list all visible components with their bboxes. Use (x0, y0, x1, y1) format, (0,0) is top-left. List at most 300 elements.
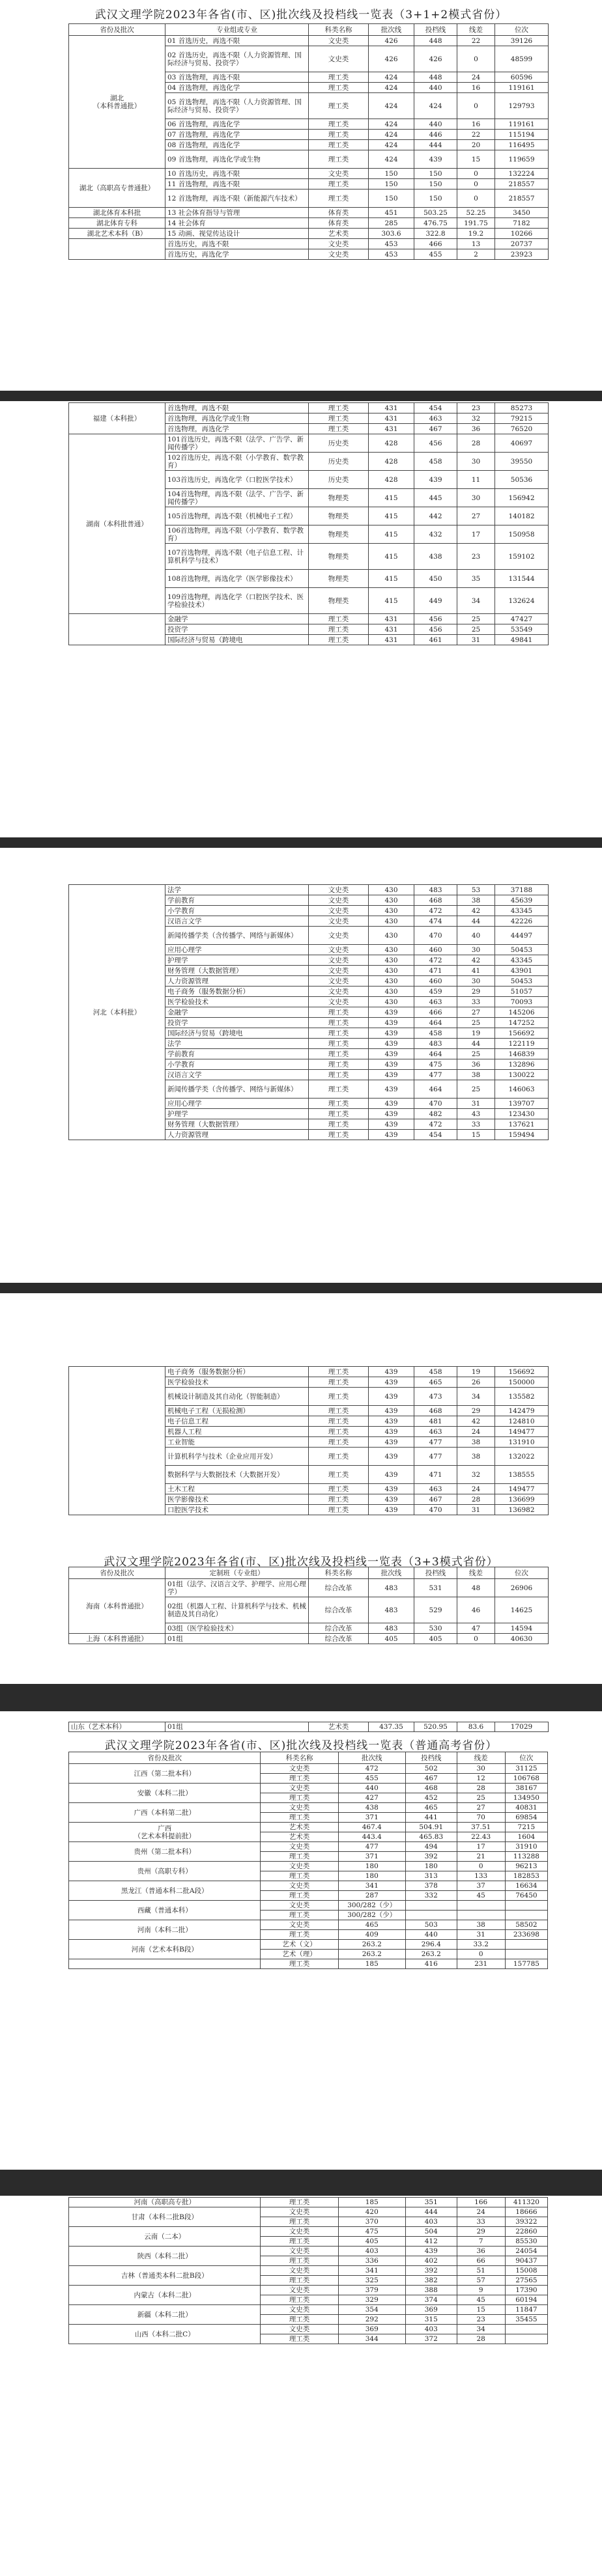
value-cell: 344 (338, 2334, 405, 2344)
value-cell: 文史类 (309, 997, 369, 1007)
table-row (69, 1862, 548, 1871)
value-cell: 艺术类 (309, 229, 369, 239)
value-cell: 76520 (495, 424, 549, 434)
value-cell: 454 (414, 1130, 457, 1140)
value-cell: 415 (369, 507, 414, 525)
value-cell: 483 (369, 1623, 414, 1634)
value-cell: 42 (457, 955, 495, 966)
table-row (69, 1764, 548, 1774)
value-cell: 463 (414, 997, 457, 1007)
province-cell: 湖北体育本科批 (69, 208, 165, 218)
value-cell: 415 (369, 544, 414, 570)
score-table-3-1-2 (68, 23, 549, 260)
column-header: 位次 (495, 1567, 549, 1579)
value-cell: 456 (414, 614, 457, 624)
value-cell: 467 (414, 424, 457, 434)
value-cell: 文史类 (261, 2325, 338, 2334)
major-cell: 108首选物理，再选化学（医学影像技术） (165, 570, 309, 588)
value-cell: 理工类 (261, 2198, 338, 2207)
value-cell: 34 (457, 1388, 495, 1406)
value-cell: 449 (414, 588, 457, 614)
value-cell: 131544 (495, 570, 549, 588)
value-cell: 263.2 (338, 1940, 405, 1950)
major-cell: 国际经济与贸易（跨境电 (165, 635, 309, 645)
value-cell: 理工类 (261, 2276, 338, 2286)
value-cell: 483 (414, 885, 457, 895)
value-cell: 理工类 (261, 1891, 338, 1901)
value-cell: 180 (338, 1871, 405, 1881)
value-cell: 157785 (505, 1959, 547, 1969)
value-cell: 理工类 (309, 1039, 369, 1049)
value-cell: 341 (338, 2266, 405, 2276)
value-cell: 46 (457, 1597, 495, 1623)
value-cell: 453 (369, 239, 414, 249)
value-cell: 428 (369, 471, 414, 489)
value-cell (457, 1911, 505, 1920)
value-cell: 115194 (495, 130, 549, 140)
value-cell: 理工类 (309, 1416, 369, 1427)
value-cell: 431 (369, 614, 414, 624)
value-cell: 40697 (495, 434, 549, 453)
value-cell: 468 (414, 895, 457, 906)
value-cell: 132624 (495, 588, 549, 614)
major-cell: 法学 (165, 1039, 309, 1049)
table-title: 武汉文理学院2023年各省(市、区)批次线及投档线一览表（3+1+2模式省份） (94, 8, 508, 21)
value-cell: 理工类 (261, 2256, 338, 2266)
value-cell: 0 (457, 46, 495, 72)
value-cell: 439 (369, 1119, 414, 1130)
value-cell: 33 (457, 1119, 495, 1130)
major-cell: 105首选物理，再选不限（机械电子工程） (165, 507, 309, 525)
value-cell: 446 (414, 130, 457, 140)
table-row (69, 2207, 548, 2217)
value-cell: 艺术（文） (261, 1940, 338, 1950)
value-cell: 33 (457, 2217, 505, 2227)
major-cell: 小学教育 (165, 1059, 309, 1070)
value-cell: 430 (369, 885, 414, 895)
value-cell: 185 (338, 1959, 405, 1969)
value-cell: 30 (457, 1764, 505, 1774)
value-cell: 理工类 (261, 1871, 338, 1881)
value-cell: 444 (405, 2207, 457, 2217)
value-cell: 403 (405, 2217, 457, 2227)
page-divider (0, 1684, 602, 1711)
value-cell: 37 (457, 1881, 505, 1891)
value-cell: 150 (414, 169, 457, 179)
value-cell: 456 (414, 434, 457, 453)
value-cell: 24 (457, 1484, 495, 1494)
value-cell: 14594 (495, 1623, 549, 1634)
value-cell: 430 (369, 976, 414, 987)
score-table-3-3 (68, 1567, 549, 1644)
value-cell: 149477 (495, 1484, 549, 1494)
major-cell: 人力资源管理 (165, 976, 309, 987)
value-cell: 30 (457, 453, 495, 471)
value-cell: 150 (414, 189, 457, 208)
value-cell: 372 (405, 2334, 457, 2344)
value-cell: 455 (338, 1774, 405, 1784)
value-cell: 20737 (495, 239, 549, 249)
major-cell: 104首选物理，再选不限（法学、广告学、新闻传播学） (165, 489, 309, 507)
value-cell: 文史类 (261, 1901, 338, 1911)
value-cell: 116495 (495, 140, 549, 150)
value-cell: 艺术类 (261, 1832, 338, 1842)
province-cell: 上海（本科普通批） (69, 1634, 165, 1644)
value-cell: 146063 (495, 1080, 549, 1099)
value-cell (505, 1901, 547, 1911)
value-cell: 文史类 (261, 1842, 338, 1852)
value-cell: 综合改革 (309, 1579, 369, 1597)
value-cell: 理工类 (309, 119, 369, 130)
page-divider (0, 391, 602, 401)
value-cell: 468 (405, 1784, 457, 1793)
value-cell: 体育类 (309, 208, 369, 218)
value-cell: 文史类 (261, 1881, 338, 1891)
table-row (69, 36, 549, 46)
value-cell: 430 (369, 997, 414, 1007)
value-cell: 22 (457, 130, 495, 140)
value-cell: 440 (405, 1930, 457, 1940)
value-cell: 理工类 (261, 1813, 338, 1823)
value-cell: 79215 (495, 413, 549, 424)
value-cell: 477 (338, 1842, 405, 1852)
table-row (69, 229, 549, 239)
table-row (69, 1940, 548, 1950)
table-title-3-3: 武汉文理学院2023年各省(市、区)批次线及投档线一览表（3+3模式省份） (104, 1556, 498, 1569)
province-cell: 内蒙古（本科二批） (69, 2286, 261, 2305)
value-cell: 351 (405, 2198, 457, 2207)
value-cell: 475 (414, 1059, 457, 1070)
value-cell: 文史类 (261, 2305, 338, 2315)
value-cell: 90437 (505, 2256, 547, 2266)
table-row (69, 1959, 548, 1969)
value-cell: 477 (414, 1070, 457, 1080)
major-cell: 01组（法学、汉语言文学、护理学、应用心理学） (165, 1579, 309, 1597)
value-cell: 472 (414, 955, 457, 966)
value-cell: 理工类 (309, 1466, 369, 1484)
value-cell (405, 1911, 457, 1920)
value-cell: 405 (369, 1634, 414, 1644)
value-cell: 182853 (505, 1871, 547, 1881)
value-cell: 150 (369, 169, 414, 179)
value-cell: 150000 (495, 1377, 549, 1388)
value-cell: 439 (369, 1007, 414, 1018)
value-cell: 理工类 (309, 189, 369, 208)
major-cell: 109首选物理，再选化学（口腔医学技术、医学检验技术） (165, 588, 309, 614)
score-table-regular-continued (68, 2197, 548, 2344)
value-cell: 131910 (495, 1437, 549, 1448)
value-cell: 文史类 (261, 2227, 338, 2237)
value-cell: 文史类 (309, 249, 369, 260)
value-cell: 129793 (495, 93, 549, 119)
value-cell: 431 (369, 424, 414, 434)
value-cell: 300/282（少） (338, 1911, 405, 1920)
major-cell: 首选物理，再选化学或生物 (165, 413, 309, 424)
value-cell: 31 (457, 1099, 495, 1109)
value-cell: 理工类 (309, 150, 369, 169)
value-cell: 136982 (495, 1505, 549, 1515)
value-cell (505, 1911, 547, 1920)
value-cell: 439 (369, 1070, 414, 1080)
value-cell: 130022 (495, 1070, 549, 1080)
value-cell: 430 (369, 987, 414, 997)
value-cell: 427 (338, 1793, 405, 1803)
province-cell: 西藏（普通本科） (69, 1901, 261, 1920)
value-cell: 432 (414, 525, 457, 544)
value-cell: 448 (414, 36, 457, 46)
value-cell: 32 (457, 413, 495, 424)
value-cell: 140182 (495, 507, 549, 525)
value-cell: 374 (405, 2295, 457, 2305)
value-cell: 文史类 (309, 945, 369, 955)
value-cell: 文史类 (309, 927, 369, 945)
value-cell: 424 (369, 150, 414, 169)
value-cell: 482 (414, 1109, 457, 1119)
value-cell: 30 (457, 945, 495, 955)
value-cell: 物理类 (309, 507, 369, 525)
value-cell: 231 (457, 1959, 505, 1969)
value-cell: 430 (369, 966, 414, 976)
value-cell: 31910 (505, 1842, 547, 1852)
major-cell: 电子信息工程 (165, 1416, 309, 1427)
value-cell: 428 (369, 434, 414, 453)
value-cell: 156942 (495, 489, 549, 507)
value-cell: 382 (405, 2276, 457, 2286)
value-cell: 44497 (495, 927, 549, 945)
table-row (69, 1901, 548, 1911)
value-cell: 424 (369, 130, 414, 140)
value-cell: 467.4 (338, 1823, 405, 1832)
value-cell: 52.25 (457, 208, 495, 218)
value-cell: 综合改革 (309, 1597, 369, 1623)
value-cell: 38167 (505, 1784, 547, 1793)
header-row (69, 1567, 549, 1579)
value-cell: 448 (414, 72, 457, 83)
column-header: 线差 (457, 1567, 495, 1579)
value-cell: 42 (457, 1416, 495, 1427)
column-header: 定制班（专业组） (165, 1567, 309, 1579)
major-cell: 护理学 (165, 1109, 309, 1119)
value-cell: 12 (457, 1774, 505, 1784)
value-cell: 15 (457, 1130, 495, 1140)
value-cell: 477 (414, 1448, 457, 1466)
value-cell: 理工类 (309, 614, 369, 624)
value-cell: 0 (457, 1634, 495, 1644)
value-cell: 28 (457, 1494, 495, 1505)
value-cell: 23 (457, 403, 495, 413)
value-cell: 439 (405, 2247, 457, 2256)
value-cell: 415 (369, 570, 414, 588)
value-cell: 文史类 (261, 1920, 338, 1930)
value-cell: 420 (338, 2207, 405, 2217)
value-cell: 理工类 (309, 93, 369, 119)
province-cell: 湖南（本科批普通） (69, 434, 165, 614)
value-cell: 17 (457, 1842, 505, 1852)
major-cell: 投资学 (165, 624, 309, 635)
value-cell: 460 (414, 976, 457, 987)
value-cell: 01组 (165, 1722, 309, 1732)
value-cell: 472 (338, 1764, 405, 1774)
major-cell: 应用心理学 (165, 945, 309, 955)
value-cell: 465 (414, 1377, 457, 1388)
table-row (69, 208, 549, 218)
value-cell: 477 (414, 1437, 457, 1448)
value-cell: 466 (414, 1007, 457, 1018)
table-row (69, 434, 549, 453)
value-cell: 180 (405, 1862, 457, 1871)
value-cell: 29 (457, 2227, 505, 2237)
value-cell: 470 (414, 1505, 457, 1515)
table-row (69, 1881, 548, 1891)
value-cell: 159494 (495, 1130, 549, 1140)
value-cell: 理工类 (261, 2334, 338, 2344)
value-cell: 453 (369, 249, 414, 260)
value-cell: 34 (457, 588, 495, 614)
value-cell: 439 (369, 1406, 414, 1416)
column-header: 位次 (505, 1752, 547, 1764)
value-cell: 理工类 (309, 1437, 369, 1448)
value-cell: 503 (405, 1920, 457, 1930)
value-cell: 83.6 (457, 1722, 495, 1732)
value-cell: 451 (369, 208, 414, 218)
value-cell: 25 (457, 1793, 505, 1803)
major-cell: 首选物理，再选不限 (165, 403, 309, 413)
major-cell: 02组（机器人工程、计算机科学与技术、机械制造及其自动化） (165, 1597, 309, 1623)
major-cell: 机械电子工程（无损检测） (165, 1406, 309, 1416)
value-cell: 465.83 (405, 1832, 457, 1842)
major-cell: 02 首选历史，再选不限（人力资源管理、国际经济与贸易、投资学） (165, 46, 309, 72)
value-cell: 483 (369, 1597, 414, 1623)
value-cell: 理工类 (309, 1109, 369, 1119)
value-cell: 147252 (495, 1018, 549, 1028)
province-cell: 湖北（高职高专普通批） (69, 169, 165, 208)
value-cell: 412 (405, 2237, 457, 2247)
value-cell: 理工类 (261, 1911, 338, 1920)
value-cell: 494 (405, 1842, 457, 1852)
value-cell: 463 (414, 413, 457, 424)
value-cell: 119161 (495, 119, 549, 130)
value-cell: 439 (369, 1427, 414, 1437)
value-cell: 430 (369, 945, 414, 955)
value-cell: 31 (457, 1505, 495, 1515)
value-cell: 439 (369, 1388, 414, 1406)
value-cell: 464 (414, 1080, 457, 1099)
value-cell: 51 (457, 2266, 505, 2276)
major-cell: 03组（医学检验技术） (165, 1623, 309, 1634)
value-cell: 439 (369, 1049, 414, 1059)
major-cell: 14 社会体育 (165, 218, 309, 229)
value-cell: 138555 (495, 1466, 549, 1484)
value-cell: 439 (369, 1028, 414, 1039)
value-cell: 369 (405, 2305, 457, 2315)
major-cell: 首选历史，再选不限 (165, 239, 309, 249)
value-cell: 137621 (495, 1119, 549, 1130)
value-cell: 463 (414, 1484, 457, 1494)
value-cell: 156692 (495, 1028, 549, 1039)
value-cell: 山东（艺术本科） (69, 1722, 165, 1732)
value-cell: 459 (414, 987, 457, 997)
value-cell: 439 (369, 1099, 414, 1109)
major-cell: 新闻传播学类（含传播学、网络与新媒体） (165, 927, 309, 945)
column-header: 省份及批次 (69, 1567, 165, 1579)
value-cell: 426 (369, 46, 414, 72)
column-header: 线差 (457, 1752, 505, 1764)
major-cell: 财务管理（大数据管理） (165, 966, 309, 976)
value-cell: 28 (457, 434, 495, 453)
value-cell: 66 (457, 2256, 505, 2266)
value-cell: 402 (405, 2256, 457, 2266)
value-cell: 理工类 (309, 83, 369, 93)
value-cell: 285 (369, 218, 414, 229)
page-2 (0, 401, 602, 837)
value-cell: 40831 (505, 1803, 547, 1813)
value-cell: 336 (338, 2256, 405, 2266)
value-cell: 31125 (505, 1764, 547, 1774)
value-cell: 439 (414, 150, 457, 169)
value-cell: 理工类 (309, 1406, 369, 1416)
value-cell: 理工类 (309, 1059, 369, 1070)
province-cell: 黑龙江（普通本科二批A段） (69, 1881, 261, 1901)
major-cell: 医学检验技术 (165, 1377, 309, 1388)
province-cell: 湖北艺术本科（B） (69, 229, 165, 239)
value-cell: 439 (369, 1416, 414, 1427)
value-cell: 物理类 (309, 588, 369, 614)
table-row (69, 2325, 548, 2334)
table-row (69, 218, 549, 229)
value-cell: 424 (369, 72, 414, 83)
value-cell: 17 (457, 525, 495, 544)
major-cell: 机器人工程 (165, 1427, 309, 1437)
value-cell: 439 (369, 1494, 414, 1505)
value-cell: 69854 (505, 1813, 547, 1823)
value-cell: 431 (369, 624, 414, 635)
value-cell: 物理类 (309, 525, 369, 544)
value-cell: 58502 (505, 1920, 547, 1930)
column-header: 科类名称 (309, 1567, 369, 1579)
table-row (69, 2198, 548, 2207)
value-cell: 物理类 (309, 544, 369, 570)
value-cell: 文史类 (309, 955, 369, 966)
value-cell: 42 (457, 906, 495, 916)
value-cell: 艺术（理） (261, 1950, 338, 1959)
value-cell: 439 (369, 1484, 414, 1494)
value-cell: 艺术类 (309, 1722, 369, 1732)
value-cell: 理工类 (261, 1852, 338, 1862)
value-cell: 24 (457, 72, 495, 83)
value-cell: 43345 (495, 906, 549, 916)
value-cell: 0 (457, 189, 495, 208)
province-cell (69, 614, 165, 645)
value-cell: 439 (369, 1059, 414, 1070)
value-cell: 106768 (505, 1774, 547, 1784)
major-cell: 应用心理学 (165, 1099, 309, 1109)
column-header: 专业组或专业 (165, 24, 309, 36)
page-3 (0, 848, 602, 1283)
value-cell: 218557 (495, 179, 549, 189)
value-cell: 理工类 (309, 1427, 369, 1437)
value-cell: 39550 (495, 453, 549, 471)
value-cell: 185 (338, 2198, 405, 2207)
value-cell: 470 (414, 927, 457, 945)
value-cell: 530 (414, 1623, 457, 1634)
page-divider (0, 837, 602, 848)
value-cell: 472 (414, 1119, 457, 1130)
value-cell: 32 (457, 1466, 495, 1484)
page-1 (0, 0, 602, 391)
value-cell: 35 (457, 570, 495, 588)
value-cell: 36 (457, 424, 495, 434)
value-cell: 263.2 (338, 1950, 405, 1959)
